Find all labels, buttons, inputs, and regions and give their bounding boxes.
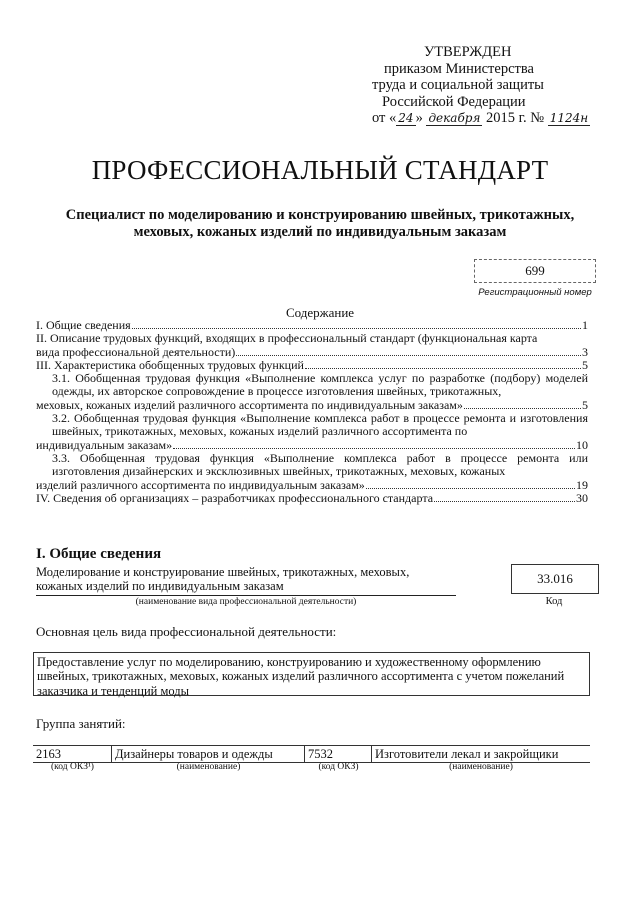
toc-leader bbox=[173, 448, 575, 449]
toc-leader bbox=[434, 501, 575, 502]
toc-item[interactable] bbox=[36, 452, 588, 492]
activity-code-caption: Код bbox=[545, 596, 563, 607]
document-title: ПРОФЕССИОНАЛЬНЫЙ СТАНДАРТ bbox=[91, 155, 549, 185]
name-caption: (наименование) bbox=[176, 762, 241, 772]
toc-item-text: меховых, кожаных изделий различного ассортимента по индивидуальным заказам» bbox=[36, 397, 463, 412]
name-caption: (наименование) bbox=[449, 762, 513, 772]
goal-text-box: Предоставление услуг по моделированию, конструированию и художественному оформлению швейных, трикотажных, меховых, кожаных изделий различного ассортимента с учетом пожеланий заказчика и тенденций моды bbox=[33, 652, 590, 696]
toc-item-text: индивидуальным заказам» bbox=[36, 437, 173, 452]
toc-item-text: III. Характеристика обобщенных трудовых функций bbox=[36, 357, 304, 372]
toc-item-text: 3.2. Обобщенная трудовая функция «Выполнение комплекса работ в процессе ремонта и изготовления швейных, трикотажных, меховых, кожаных изделий различного ассортимента по bbox=[52, 411, 588, 439]
date-year: 2015 г. № bbox=[486, 110, 545, 126]
date-day: 24 bbox=[398, 111, 414, 125]
section-heading: I. Общие сведения bbox=[36, 546, 162, 562]
activity-underline bbox=[36, 595, 456, 596]
toc-item-text: IV. Сведения об организациях – разработчиках профессионального стандарта bbox=[36, 490, 434, 505]
toc-page: 10 bbox=[576, 437, 588, 452]
date-month: декабря bbox=[428, 111, 481, 125]
toc-item-text: 3.3. Обобщенная трудовая функция «Выполнение комплекса работ в процессе ремонта или изготовления дизайнерских и эксклюзивных швейных, трикотажных, меховых, кожаных bbox=[52, 450, 588, 479]
occupation-name-cell: Изготовители лекал и закройщики bbox=[375, 747, 559, 761]
approval-block bbox=[372, 44, 622, 127]
occupation-name-cell: Дизайнеры товаров и одежды bbox=[112, 746, 305, 762]
okz-code-cell: 7532 bbox=[305, 746, 372, 762]
goal-label: Основная цель вида профессиональной деятельности: bbox=[36, 624, 337, 639]
toc-item[interactable] bbox=[36, 319, 588, 332]
approval-date bbox=[372, 110, 622, 127]
toc-leader bbox=[464, 408, 581, 409]
activity-name: Моделирование и конструирование швейных, трикотажных, меховых, кожаных изделий по индивидуальным заказам bbox=[36, 565, 410, 593]
order-number: 1124н bbox=[549, 111, 589, 125]
okz-code-caption: (код ОКЗ) bbox=[318, 762, 359, 772]
approval-line2: приказом Министерства bbox=[384, 60, 534, 77]
table-of-contents bbox=[36, 319, 588, 505]
okz-code-cell: 2163 bbox=[33, 746, 112, 762]
occupation-group-label: Группа занятий: bbox=[36, 716, 126, 731]
date-mid: » bbox=[415, 110, 423, 126]
document-subtitle bbox=[40, 207, 600, 241]
toc-page: 1 bbox=[582, 318, 588, 332]
toc-item-text: I. Общие сведения bbox=[36, 318, 131, 332]
approval-line1: УТВЕРЖДЕН bbox=[424, 44, 512, 60]
toc-page: 3 bbox=[582, 344, 588, 359]
toc-item[interactable] bbox=[36, 332, 588, 359]
toc-page: 5 bbox=[582, 357, 588, 372]
toc-title: Содержание bbox=[285, 305, 355, 320]
okz-code-caption: (код ОКЗ¹) bbox=[51, 762, 94, 772]
toc-item[interactable] bbox=[36, 359, 588, 372]
subtitle-line1: Специалист по моделированию и конструированию швейных, трикотажных, bbox=[65, 207, 575, 223]
toc-leader bbox=[132, 328, 581, 329]
toc-item-text: изделий различного ассортимента по индивидуальным заказам» bbox=[36, 477, 365, 492]
approval-line3: труда и социальной защиты bbox=[372, 77, 544, 93]
occupation-group-table bbox=[33, 745, 590, 763]
toc-item[interactable] bbox=[36, 372, 588, 412]
registration-number-label: Регистрационный номер bbox=[478, 287, 592, 298]
approval-line4: Российской Федерации bbox=[382, 93, 526, 110]
activity-caption: (наименование вида профессиональной деятельности) bbox=[135, 597, 357, 607]
toc-leader bbox=[366, 488, 575, 489]
toc-item-text: 3.1. Обобщенная трудовая функция «Выполнение комплекса услуг по разработке (подбору) моделей одежды, их авторское сопровождение в процессе изготовления швейных, трикотажных, bbox=[52, 371, 588, 399]
registration-number-box: 699 bbox=[474, 259, 596, 283]
toc-item-text: II. Описание трудовых функций, входящих в профессиональный стандарт (функциональная карта bbox=[36, 331, 538, 346]
date-prefix: от « bbox=[372, 110, 397, 126]
toc-leader bbox=[305, 368, 581, 369]
toc-item[interactable] bbox=[36, 492, 588, 505]
activity-code-box: 33.016 bbox=[511, 564, 599, 594]
toc-page: 19 bbox=[576, 477, 588, 492]
toc-item[interactable] bbox=[36, 412, 588, 452]
toc-item-text: вида профессиональной деятельности) bbox=[36, 344, 236, 359]
subtitle-line2: меховых, кожаных изделий по индивидуальным заказам bbox=[133, 224, 507, 240]
toc-leader bbox=[236, 355, 581, 356]
toc-page: 30 bbox=[576, 490, 588, 505]
toc-page: 5 bbox=[582, 397, 588, 412]
